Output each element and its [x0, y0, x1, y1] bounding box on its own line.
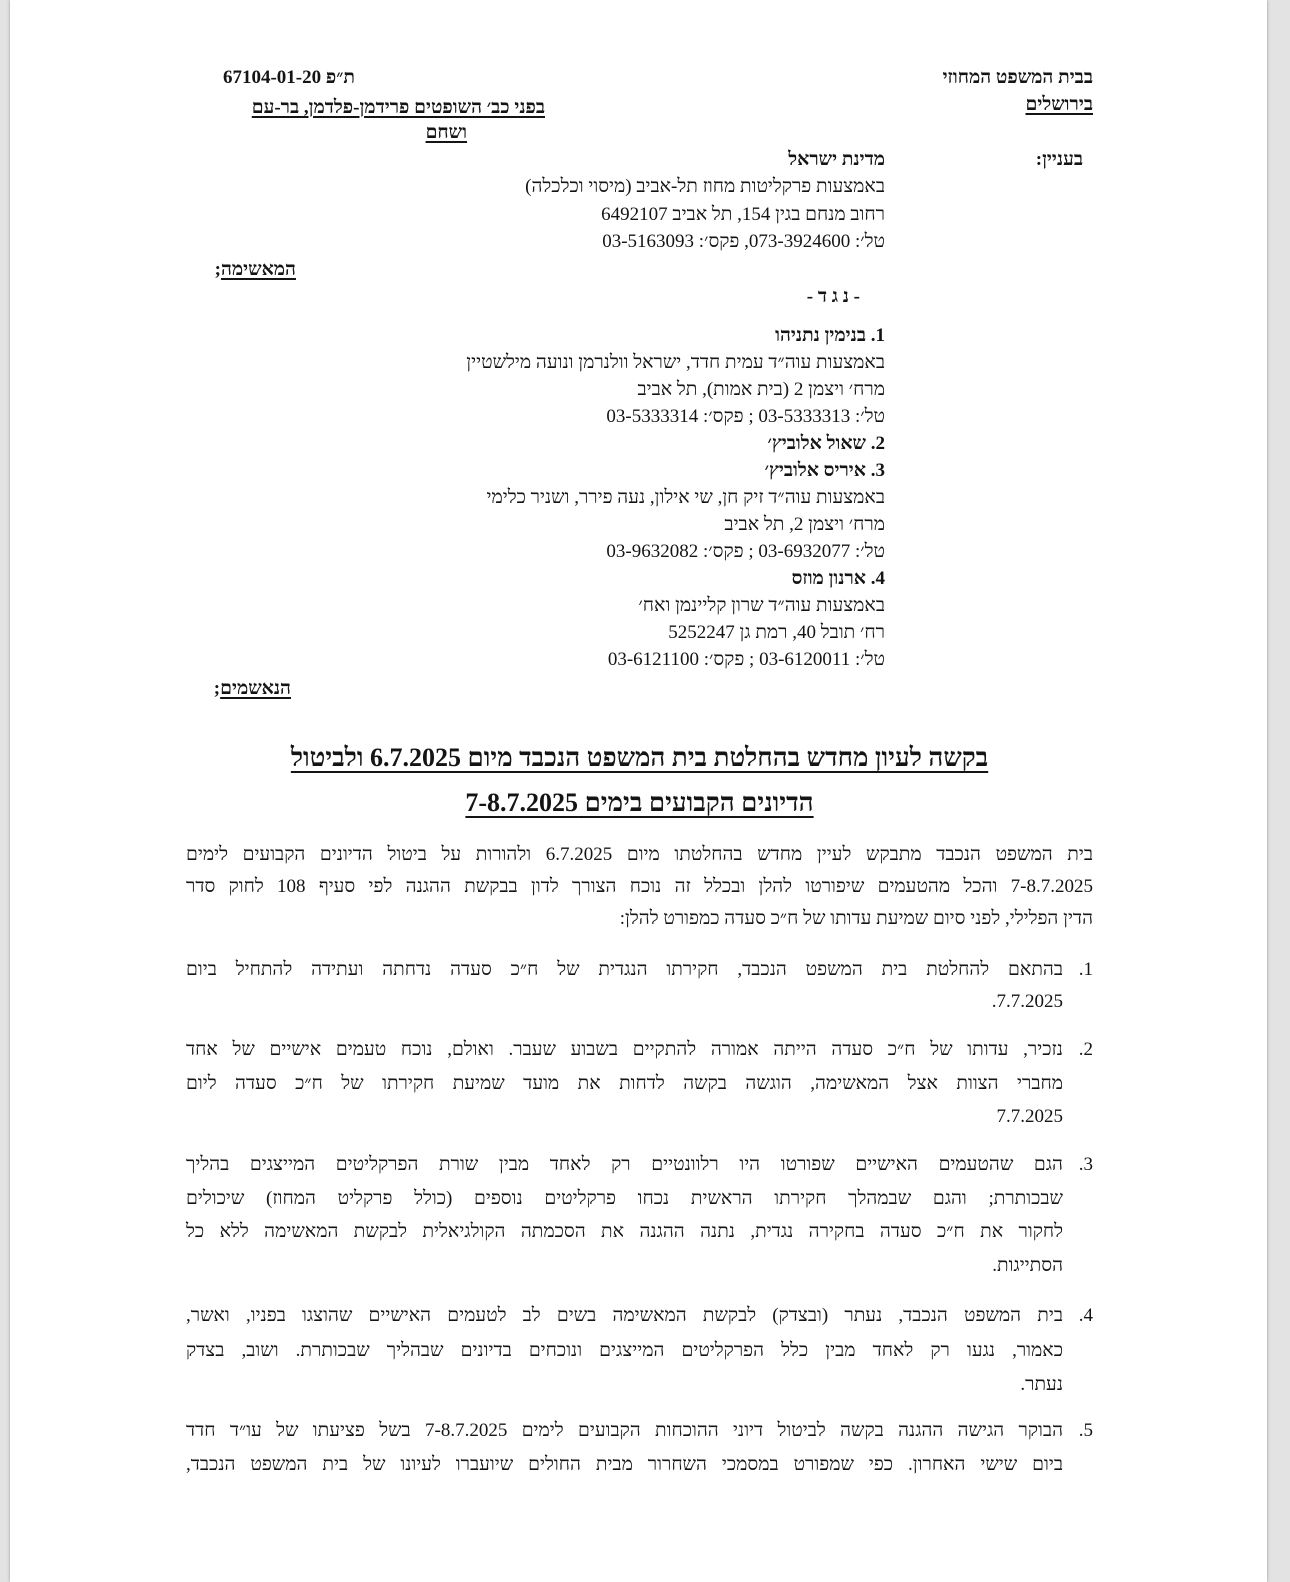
paragraph-line: נעתר.: [1020, 1374, 1063, 1395]
section-paragraph: [186, 1414, 1063, 1482]
defendant-name: 4. ארנון מוזס: [791, 568, 885, 590]
in-re-label: בעניין:: [1035, 149, 1083, 170]
defendants-role-punct: ;: [213, 678, 221, 699]
prosecution-block: [525, 146, 885, 255]
section-paragraph: [186, 954, 1063, 1018]
paragraph-line: לחקור את ח״כ סעדה בחקירה נגדית, נתנה ההגנה את הסכמתה הקולגיאלית לבקשת המאשימה ללא כל: [186, 1221, 1063, 1243]
section-number: 2.: [1078, 1039, 1093, 1060]
paragraph-line: 7.7.2025: [996, 1106, 1063, 1127]
section-paragraph: [186, 1148, 1063, 1283]
paragraph-line: הבוקר הגישה ההגנה בקשה לביטול דיוני ההוכחות הקבועים לימים 7-8.7.2025 בשל פציעתו של עו״ד חדד: [186, 1420, 1063, 1441]
paragraph-line: נזכיר, עדותו של ח״כ סעדה הייתה אמורה להתקיים בשבוע שעבר. ואולם, נוכח טעמים אישיים של אחד: [186, 1039, 1063, 1060]
defendant-counsel: מרח׳ ויצמן 2 (בית אמות), תל אביב: [637, 378, 885, 400]
request-title-text: בקשה לעיון מחדש בהחלטת בית המשפט הנכבד מיום 6.7.2025 ולביטול: [290, 743, 989, 772]
defendant-counsel: מרח׳ ויצמן 2, תל אביב: [724, 514, 885, 536]
section-number: 3.: [1078, 1154, 1093, 1175]
intro-paragraph: [186, 839, 1093, 935]
paragraph-line: 7.7.2025.: [991, 991, 1063, 1012]
paragraph-line: 7-8.7.2025 והכל מהטעמים שיפורטו להלן ובכלל זה נוכח הצורך לדון בבקשת ההגנה לפי סעיף 108 לחוק סדר: [186, 876, 1093, 897]
request-title-text: הדיונים הקבועים בימים 7-8.7.2025: [465, 788, 814, 817]
defendant-counsel: טל׳: 03-5333313 ; פקס׳: 03-5333314: [606, 405, 885, 427]
judges-panel-line-1: בפני כב׳ השופטים פרידמן-פלדמן, בר-עם: [251, 97, 545, 118]
defendant-counsel: טל׳: 03-6932077 ; פקס׳: 03-9632082: [606, 541, 885, 563]
request-title-line-2: [186, 787, 1093, 819]
prosecution-role: המאשימה: [220, 259, 296, 280]
court-city: בירושלים: [1025, 94, 1093, 115]
prosecution-detail: טל׳: 073-3924600, פקס׳: 03-5163093: [602, 230, 885, 252]
prosecution-name: מדינת ישראל: [788, 149, 885, 170]
paragraph-line: הגם שהטעמים האישיים שפורטו היו רלוונטיים רק לאחד מבין שורת הפרקליטים המייצגים בהליך: [186, 1154, 1063, 1175]
prosecution-role-label: [215, 258, 296, 282]
defendant-counsel: טל׳: 03-6120011 ; פקס׳: 03-6121100: [607, 649, 885, 671]
case-number: ת״פ 67104-01-20: [222, 67, 355, 88]
section-paragraph: [186, 1299, 1063, 1403]
paragraph-line: כאמור, נגעו רק לאחד מבין כלל הפרקליטים המייצגים ונוכחים בדיונים שבהליך שבכותרת. ושוב, בצדק: [186, 1339, 1063, 1361]
defendant-counsel: באמצעות עוה״ד שרון קליינמן ואח׳: [638, 595, 885, 617]
defendant-name: 1. בנימין נתניהו: [775, 324, 885, 346]
prosecution-detail: רחוב מנחם בגין 154, תל אביב 6492107: [601, 203, 885, 225]
prosecution-detail: באמצעות פרקליטות מחוז תל-אביב (מיסוי וכלכלה): [525, 176, 885, 198]
defendant-name: 3. איריס אלוביץ׳: [764, 459, 885, 481]
court-name: בבית המשפט המחוזי: [942, 67, 1093, 88]
section-paragraph: [186, 1033, 1063, 1134]
judges-panel-line-2: ושחם: [425, 122, 467, 143]
paragraph-line: שבכותרת; והגם שבמהלך חקירתו הראשית נכחו פרקליטים נוספים (כולל פרקליט המחוז) שיכולים: [186, 1187, 1063, 1209]
section-number: 1.: [1078, 959, 1093, 980]
prosecution-role-punct: ;: [214, 259, 221, 280]
defendant-counsel: רח׳ תובל 40, רמת גן 5252247: [668, 622, 885, 644]
versus-divider: - נ ג ד -: [806, 286, 860, 307]
request-title-line-1: [186, 742, 1093, 774]
paragraph-line: בית המשפט הנכבד, נעתר (ובצדק) לבקשת המאשימה בשים לב לטעמים האישיים שהוצגו בפניו, ואשר,: [186, 1305, 1063, 1326]
defendants-block: [466, 322, 885, 674]
paragraph-line: הדין הפלילי, לפני סיום שמיעת עדותו של ח״כ סעדה כמפורט להלן:: [619, 908, 1093, 929]
defendant-counsel: באמצעות עוה״ד עמית חדד, ישראל וולנרמן ונועה מילשטיין: [466, 351, 885, 373]
section-number: 5.: [1078, 1420, 1093, 1441]
section-number: 4.: [1078, 1305, 1093, 1326]
paragraph-line: מחברי הצוות אצל המאשימה, הוגשה בקשה לדחות את מועד שמיעת חקירתו של ח״כ סעדה ליום: [186, 1072, 1063, 1094]
paragraph-line: ביום שישי האחרון. כפי שמפורט במסמכי השחרור מבית החולים שיועברו לעיונו של בית המשפט הנכבד,: [186, 1454, 1063, 1475]
paragraph-line: הסתייגות.: [992, 1255, 1063, 1277]
defendants-role-label: [214, 677, 291, 701]
defendants-role: הנאשמים: [220, 678, 291, 699]
defendant-name: 2. שאול אלוביץ׳: [767, 432, 885, 454]
paragraph-line: בית המשפט הנכבד מתבקש לעיין מחדש בהחלטתו מיום 6.7.2025 ולהורות על ביטול הדיונים הקבועים לימים: [186, 844, 1093, 865]
paragraph-line: בהתאם להחלטת בית המשפט הנכבד, חקירתו הנגדית של ח״כ סעדה נדחתה ועתידה להתחיל ביום: [186, 959, 1063, 980]
defendant-counsel: באמצעות עוה״ד זיק חן, שי אילון, נעה פירר, ושניר כלימי: [486, 486, 885, 508]
